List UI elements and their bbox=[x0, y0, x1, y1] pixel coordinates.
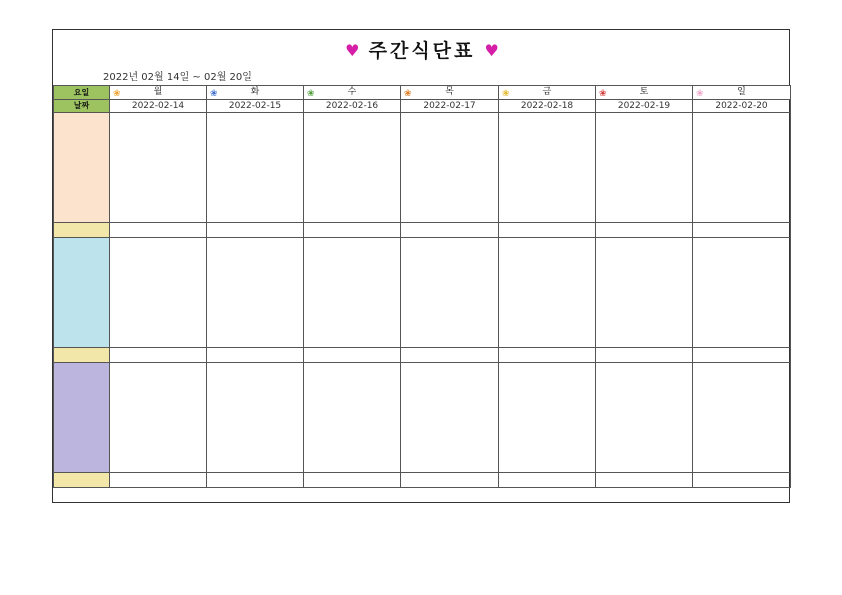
menu-item bbox=[499, 207, 595, 222]
menu-item bbox=[693, 382, 790, 397]
menu-item bbox=[110, 287, 206, 302]
date-cell: 2022-02-17 bbox=[401, 100, 499, 113]
menu-item bbox=[207, 177, 303, 192]
dinner-row bbox=[54, 363, 791, 473]
menu-item bbox=[304, 242, 400, 257]
dinner-row-day-5 bbox=[499, 363, 596, 473]
menu-item bbox=[596, 132, 692, 147]
breakfast-row bbox=[54, 113, 791, 223]
dinner-snack-row bbox=[54, 473, 791, 488]
menu-item bbox=[499, 332, 595, 347]
menu-item bbox=[401, 317, 498, 332]
breakfast-row-day-2 bbox=[207, 113, 304, 223]
menu-item bbox=[499, 257, 595, 272]
lunch-row-label bbox=[54, 238, 110, 348]
menu-item bbox=[304, 412, 400, 427]
menu-item bbox=[401, 242, 498, 257]
menu-item bbox=[304, 332, 400, 347]
flower-pot-icon: ❀ bbox=[210, 89, 218, 99]
menu-item bbox=[596, 397, 692, 412]
menu-item bbox=[207, 367, 303, 382]
lunch-row-day-5 bbox=[499, 238, 596, 348]
menu-item bbox=[499, 162, 595, 177]
menu-item bbox=[304, 257, 400, 272]
menu-item bbox=[401, 117, 498, 132]
menu-item bbox=[110, 427, 206, 442]
menu-item bbox=[596, 317, 692, 332]
day-name: 목 bbox=[445, 87, 454, 97]
menu-item bbox=[693, 302, 790, 317]
snack-item bbox=[110, 473, 207, 488]
snack-item bbox=[596, 348, 693, 363]
lunch-row-day-4 bbox=[401, 238, 499, 348]
menu-item bbox=[596, 287, 692, 302]
menu-item bbox=[304, 427, 400, 442]
menu-item bbox=[304, 147, 400, 162]
menu-item bbox=[304, 317, 400, 332]
menu-item bbox=[401, 412, 498, 427]
menu-item bbox=[693, 457, 790, 472]
menu-item bbox=[110, 382, 206, 397]
snack-item bbox=[110, 348, 207, 363]
day-header-2 bbox=[207, 86, 304, 100]
menu-item bbox=[304, 132, 400, 147]
flower-pot-icon: ❀ bbox=[307, 89, 315, 99]
menu-item bbox=[110, 457, 206, 472]
menu-item bbox=[401, 132, 498, 147]
day-name: 일 bbox=[737, 87, 746, 97]
menu-item bbox=[499, 412, 595, 427]
menu-item bbox=[207, 457, 303, 472]
menu-item bbox=[499, 117, 595, 132]
breakfast-row-day-6 bbox=[596, 113, 693, 223]
menu-item bbox=[207, 287, 303, 302]
menu-item bbox=[401, 442, 498, 457]
day-header-4 bbox=[401, 86, 499, 100]
menu-item bbox=[401, 162, 498, 177]
date-range: 2022년 02월 14일 ~ 02월 20일 bbox=[103, 72, 252, 83]
menu-item bbox=[596, 442, 692, 457]
date-cell: 2022-02-20 bbox=[693, 100, 791, 113]
snack-item bbox=[596, 223, 693, 238]
snack-label bbox=[54, 223, 110, 238]
menu-item bbox=[401, 397, 498, 412]
menu-item bbox=[304, 177, 400, 192]
menu-item bbox=[693, 397, 790, 412]
menu-item bbox=[401, 177, 498, 192]
menu-item bbox=[110, 367, 206, 382]
menu-item bbox=[596, 272, 692, 287]
snack-item bbox=[207, 473, 304, 488]
menu-item bbox=[693, 132, 790, 147]
day-header-row bbox=[54, 86, 791, 100]
menu-item bbox=[304, 397, 400, 412]
date-header-row bbox=[54, 100, 791, 113]
menu-item bbox=[110, 132, 206, 147]
dinner-row-day-6 bbox=[596, 363, 693, 473]
lunch-row-day-2 bbox=[207, 238, 304, 348]
breakfast-row-day-5 bbox=[499, 113, 596, 223]
menu-item bbox=[207, 427, 303, 442]
menu-item bbox=[693, 317, 790, 332]
menu-item bbox=[596, 332, 692, 347]
menu-item bbox=[207, 272, 303, 287]
snack-item bbox=[693, 223, 791, 238]
menu-item bbox=[110, 412, 206, 427]
lunch-row-day-7 bbox=[693, 238, 791, 348]
menu-item bbox=[110, 332, 206, 347]
menu-item bbox=[110, 147, 206, 162]
menu-item bbox=[596, 427, 692, 442]
menu-item bbox=[596, 192, 692, 207]
menu-item bbox=[304, 457, 400, 472]
lunch-row bbox=[54, 238, 791, 348]
breakfast-row-day-1 bbox=[110, 113, 207, 223]
menu-item bbox=[596, 207, 692, 222]
heart-right-icon: ♥ bbox=[484, 41, 499, 60]
lunch-row-day-3 bbox=[304, 238, 401, 348]
menu-item bbox=[499, 317, 595, 332]
menu-item bbox=[693, 412, 790, 427]
menu-item bbox=[304, 382, 400, 397]
snack-item bbox=[693, 348, 791, 363]
snack-item bbox=[499, 473, 596, 488]
date-cell: 2022-02-15 bbox=[207, 100, 304, 113]
breakfast-row-day-7 bbox=[693, 113, 791, 223]
flower-pot-icon: ❀ bbox=[404, 89, 412, 99]
day-header-1 bbox=[110, 86, 207, 100]
dinner-row-day-4 bbox=[401, 363, 499, 473]
breakfast-row-day-3 bbox=[304, 113, 401, 223]
menu-item bbox=[110, 272, 206, 287]
menu-table bbox=[53, 85, 791, 488]
menu-item bbox=[596, 382, 692, 397]
menu-item bbox=[401, 457, 498, 472]
flower-pot-icon: ❀ bbox=[113, 89, 121, 99]
title-bar bbox=[53, 36, 791, 63]
snack-item bbox=[401, 223, 499, 238]
menu-item bbox=[693, 207, 790, 222]
dinner-row-day-1 bbox=[110, 363, 207, 473]
menu-item bbox=[596, 177, 692, 192]
menu-item bbox=[207, 442, 303, 457]
menu-item bbox=[304, 117, 400, 132]
menu-item bbox=[401, 427, 498, 442]
menu-item bbox=[401, 287, 498, 302]
menu-item bbox=[596, 412, 692, 427]
menu-item bbox=[304, 207, 400, 222]
menu-item bbox=[596, 257, 692, 272]
menu-item bbox=[110, 257, 206, 272]
menu-item bbox=[499, 192, 595, 207]
day-name: 금 bbox=[542, 87, 552, 97]
lunch-row-day-6 bbox=[596, 238, 693, 348]
menu-item bbox=[207, 132, 303, 147]
menu-item bbox=[207, 382, 303, 397]
menu-item bbox=[499, 442, 595, 457]
menu-item bbox=[110, 242, 206, 257]
day-header-5 bbox=[499, 86, 596, 100]
snack-item bbox=[304, 223, 401, 238]
breakfast-row-label bbox=[54, 113, 110, 223]
menu-item bbox=[110, 192, 206, 207]
lunch-snack-row bbox=[54, 348, 791, 363]
menu-item bbox=[693, 147, 790, 162]
day-header-7 bbox=[693, 86, 791, 100]
lunch-row-day-1 bbox=[110, 238, 207, 348]
menu-item bbox=[499, 397, 595, 412]
breakfast-row-day-4 bbox=[401, 113, 499, 223]
menu-item bbox=[110, 442, 206, 457]
menu-item bbox=[110, 177, 206, 192]
snack-item bbox=[693, 473, 791, 488]
snack-item bbox=[499, 348, 596, 363]
menu-item bbox=[401, 272, 498, 287]
menu-item bbox=[207, 242, 303, 257]
menu-item bbox=[207, 332, 303, 347]
snack-item bbox=[207, 223, 304, 238]
menu-item bbox=[207, 147, 303, 162]
snack-item bbox=[499, 223, 596, 238]
menu-item bbox=[304, 192, 400, 207]
menu-item bbox=[401, 367, 498, 382]
menu-item bbox=[596, 302, 692, 317]
menu-item bbox=[499, 367, 595, 382]
day-header-6 bbox=[596, 86, 693, 100]
menu-item bbox=[110, 302, 206, 317]
heart-left-icon: ♥ bbox=[345, 41, 360, 60]
dinner-row-label bbox=[54, 363, 110, 473]
menu-item bbox=[499, 287, 595, 302]
menu-item bbox=[693, 332, 790, 347]
dinner-row-day-7 bbox=[693, 363, 791, 473]
day-name: 토 bbox=[639, 87, 649, 97]
menu-item bbox=[693, 117, 790, 132]
menu-item bbox=[596, 117, 692, 132]
menu-item bbox=[693, 367, 790, 382]
dinner-row-day-2 bbox=[207, 363, 304, 473]
menu-item bbox=[207, 412, 303, 427]
menu-item bbox=[596, 367, 692, 382]
snack-item bbox=[304, 348, 401, 363]
day-name: 수 bbox=[347, 87, 357, 97]
day-header-3 bbox=[304, 86, 401, 100]
menu-item bbox=[304, 442, 400, 457]
menu-item bbox=[693, 257, 790, 272]
snack-label bbox=[54, 473, 110, 488]
page-title: 주간식단표 bbox=[368, 40, 476, 62]
menu-item bbox=[596, 162, 692, 177]
breakfast-snack-row bbox=[54, 223, 791, 238]
date-cell: 2022-02-18 bbox=[499, 100, 596, 113]
menu-sheet bbox=[52, 29, 790, 503]
menu-item bbox=[693, 177, 790, 192]
menu-item bbox=[207, 207, 303, 222]
menu-item bbox=[596, 242, 692, 257]
snack-item bbox=[207, 348, 304, 363]
menu-item bbox=[499, 457, 595, 472]
snack-item bbox=[401, 348, 499, 363]
menu-item bbox=[693, 287, 790, 302]
date-cell: 2022-02-16 bbox=[304, 100, 401, 113]
menu-item bbox=[401, 147, 498, 162]
menu-item bbox=[693, 162, 790, 177]
menu-item bbox=[304, 302, 400, 317]
menu-item bbox=[110, 117, 206, 132]
menu-item bbox=[110, 162, 206, 177]
date-cell: 2022-02-19 bbox=[596, 100, 693, 113]
menu-item bbox=[499, 427, 595, 442]
menu-item bbox=[207, 397, 303, 412]
day-name: 화 bbox=[250, 87, 260, 97]
menu-item bbox=[499, 302, 595, 317]
menu-item bbox=[207, 162, 303, 177]
snack-item bbox=[596, 473, 693, 488]
menu-item bbox=[304, 162, 400, 177]
menu-item bbox=[304, 272, 400, 287]
menu-item bbox=[304, 367, 400, 382]
flower-pot-icon: ❀ bbox=[502, 89, 510, 99]
menu-item bbox=[693, 192, 790, 207]
dinner-row-day-3 bbox=[304, 363, 401, 473]
menu-item bbox=[401, 332, 498, 347]
menu-item bbox=[207, 317, 303, 332]
date-cell: 2022-02-14 bbox=[110, 100, 207, 113]
menu-item bbox=[499, 132, 595, 147]
menu-item bbox=[110, 397, 206, 412]
day-label-cell: 요일 bbox=[54, 86, 110, 100]
snack-label bbox=[54, 348, 110, 363]
menu-item bbox=[304, 287, 400, 302]
flower-pot-icon: ❀ bbox=[599, 89, 607, 99]
menu-item bbox=[110, 207, 206, 222]
menu-item bbox=[207, 257, 303, 272]
menu-item bbox=[596, 457, 692, 472]
menu-item bbox=[499, 272, 595, 287]
menu-item bbox=[499, 177, 595, 192]
flower-pot-icon: ❀ bbox=[696, 89, 704, 99]
snack-item bbox=[401, 473, 499, 488]
menu-item bbox=[110, 317, 206, 332]
snack-item bbox=[304, 473, 401, 488]
menu-item bbox=[401, 192, 498, 207]
menu-item bbox=[499, 242, 595, 257]
menu-item bbox=[693, 442, 790, 457]
menu-item bbox=[401, 302, 498, 317]
date-label-cell: 날짜 bbox=[54, 100, 110, 113]
day-name: 월 bbox=[153, 87, 163, 97]
menu-item bbox=[499, 382, 595, 397]
menu-item bbox=[207, 192, 303, 207]
menu-item bbox=[499, 147, 595, 162]
menu-item bbox=[207, 117, 303, 132]
menu-item bbox=[401, 207, 498, 222]
menu-item bbox=[596, 147, 692, 162]
menu-item bbox=[401, 382, 498, 397]
menu-item bbox=[693, 242, 790, 257]
menu-item bbox=[693, 427, 790, 442]
menu-item bbox=[207, 302, 303, 317]
menu-item bbox=[693, 272, 790, 287]
menu-item bbox=[401, 257, 498, 272]
snack-item bbox=[110, 223, 207, 238]
